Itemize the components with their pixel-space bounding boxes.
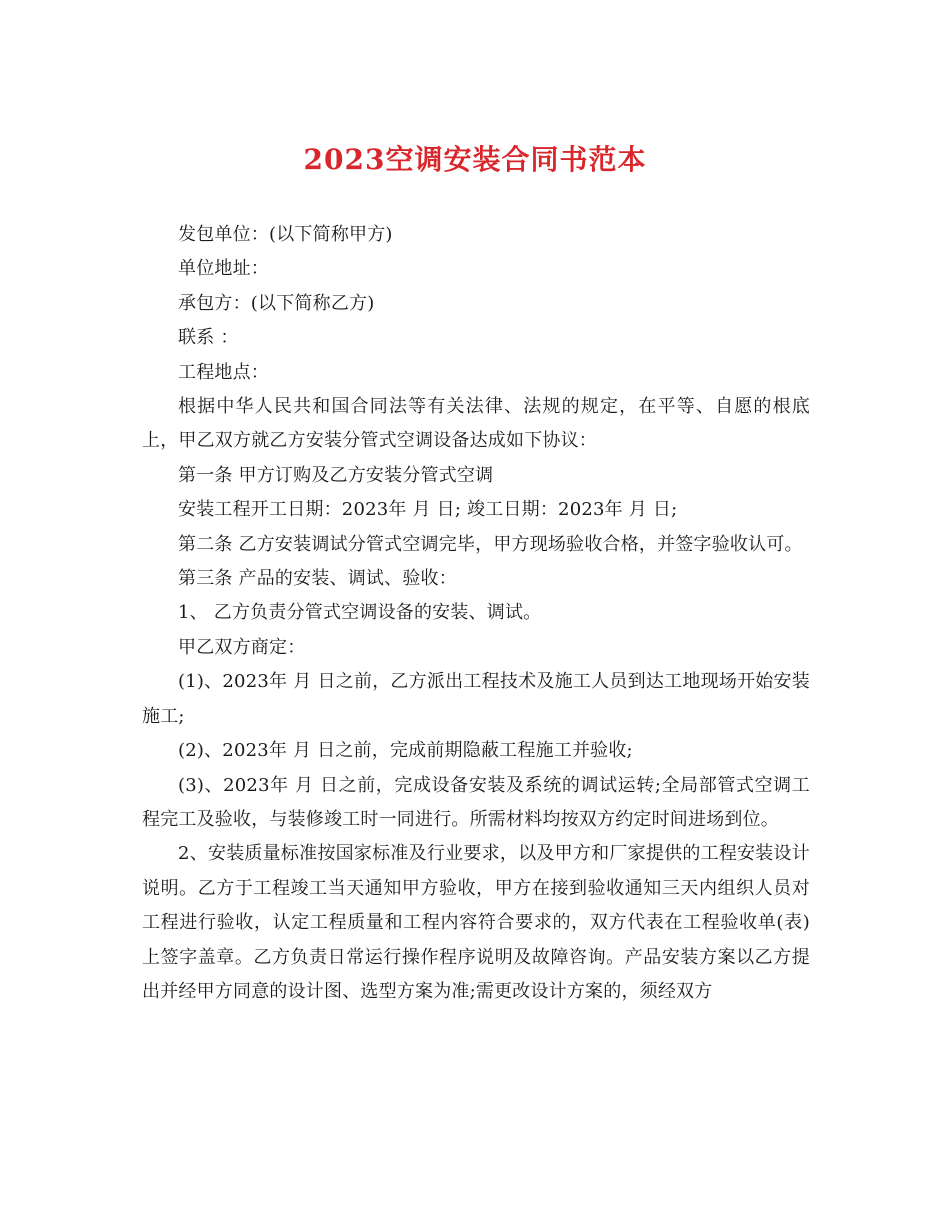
paragraph-project-location: 工程地点： <box>178 361 269 383</box>
paragraph-preamble: 根据中华人民共和国合同法等有关法律、法规的规定，在平等、自愿的根底上，甲乙双方就乙方安装分管式空调设备达成如下协议： <box>142 396 810 452</box>
paragraph-subitem-2: (2)、2023年 月 日之前，完成前期隐蔽工程施工并验收; <box>178 740 633 762</box>
paragraph-article-1: 第一条 甲方订购及乙方安装分管式空调 <box>178 464 494 486</box>
paragraph-unit-address: 单位地址： <box>178 258 269 280</box>
paragraph-contact: 联系 ： <box>178 327 239 349</box>
paragraph-article-3: 第三条 产品的安装、调试、验收： <box>178 568 457 590</box>
paragraph-contractee: 承包方：(以下简称乙方) <box>178 292 375 314</box>
paragraph-dates: 安装工程开工日期：2023年 月 日; 竣工日期：2023年 月 日; <box>178 499 678 521</box>
paragraph-subitem-3: (3)、2023年 月 日之前，完成设备安装及系统的调试运转;全局部管式空调工程完工及验收，与装修竣工时一同进行。所需材料均按双方约定时间进场到位。 <box>142 774 810 830</box>
paragraph-subitem-1: (1)、2023年 月 日之前，乙方派出工程技术及施工人员到达工地现场开始安装施工; <box>142 671 810 727</box>
paragraph-item-2: 2、安装质量标准按国家标准及行业要求，以及甲方和厂家提供的工程安装设计说明。乙方于工程竣工当天通知甲方验收，甲方在接到验收通知三天内组织人员对工程进行验收，认定工程质量和工程内容符合要求的，双方代表在工程验收单(表)上签字盖章。乙方负责日常运行操作程序说明及故障咨询。产品安装方案以乙方提出并经甲方同意的设计图、选型方案为准;需更改设计方案的，须经双方 <box>142 843 810 1002</box>
document-body <box>142 218 810 1009</box>
paragraph-contractor-unit: 发包单位：(以下简称甲方) <box>178 224 393 245</box>
paragraph-item-1: 1、 乙方负责分管式空调设备的安装、调试。 <box>178 602 542 624</box>
paragraph-article-2: 第二条 乙方安装调试分管式空调完毕，甲方现场验收合格，并签字验收认可。 <box>178 533 803 555</box>
paragraph-agreement: 甲乙双方商定： <box>178 636 306 658</box>
document-title: 2023空调安装合同书范本 <box>303 143 647 176</box>
